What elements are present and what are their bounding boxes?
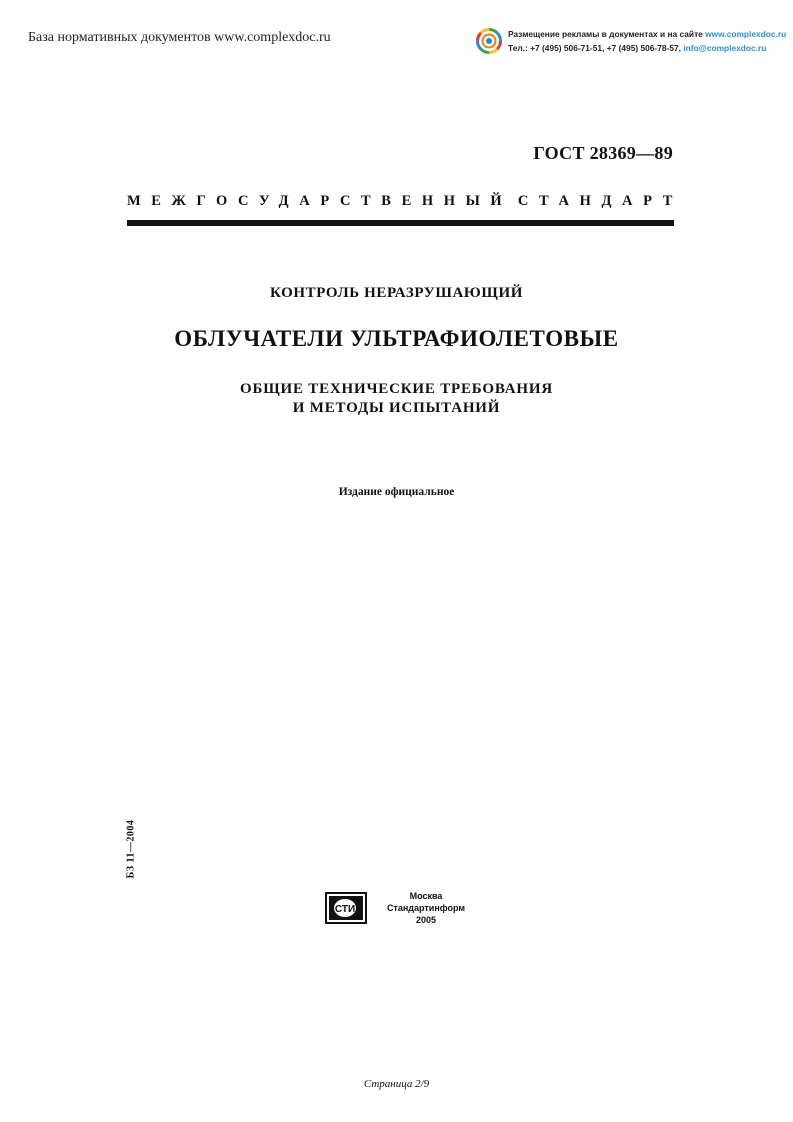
gost-number: ГОСТ 28369—89	[533, 143, 673, 163]
ad-email-link[interactable]: info@complexdoc.ru	[683, 43, 767, 53]
standard-word-standard: СТАНДАРТ	[517, 193, 683, 209]
publisher-city: Москва	[409, 891, 443, 901]
publisher-name: Стандартинформ	[386, 903, 466, 913]
subtitle	[0, 380, 793, 418]
standard-word-interstate: МЕЖГОСУДАРСТВЕННЫЙ	[127, 193, 513, 209]
header-divider	[127, 220, 674, 226]
side-code-text: БЗ 11—2004	[125, 819, 137, 879]
page-number: Страница 2/9	[363, 1078, 430, 1090]
title-top: КОНТРОЛЬ НЕРАЗРУШАЮЩИЙ	[270, 285, 523, 301]
publisher-year: 2005	[415, 915, 437, 925]
publisher-logo-text: СТИ	[334, 904, 356, 915]
gear-rainbow-icon	[476, 28, 502, 54]
header-left-text: База нормативных документов www.complexdoc.ru	[28, 30, 331, 45]
side-code	[122, 818, 140, 880]
edition-label: Издание официальное	[338, 486, 455, 498]
title-main: ОБЛУЧАТЕЛИ УЛЬТРАФИОЛЕТОВЫЕ	[174, 326, 619, 351]
standard-header	[127, 193, 683, 210]
ad-site-link[interactable]: www.complexdoc.ru	[705, 29, 787, 39]
ad-line-1	[508, 29, 786, 39]
standartinform-logo-icon	[325, 892, 367, 924]
ad-line-2	[508, 43, 766, 53]
ad-line-2-text: Тел.: +7 (495) 506-71-51, +7 (495) 506-78-57,	[508, 43, 684, 53]
advertisement-banner[interactable]	[476, 26, 787, 58]
subtitle-line-2: И МЕТОДЫ ИСПЫТАНИЙ	[292, 400, 501, 416]
subtitle-line-1: ОБЩИЕ ТЕХНИЧЕСКИЕ ТРЕБОВАНИЯ	[240, 381, 553, 397]
ad-line-1-text: Размещение рекламы в документах и на сайте	[508, 29, 706, 39]
publisher-imprint	[376, 890, 476, 926]
